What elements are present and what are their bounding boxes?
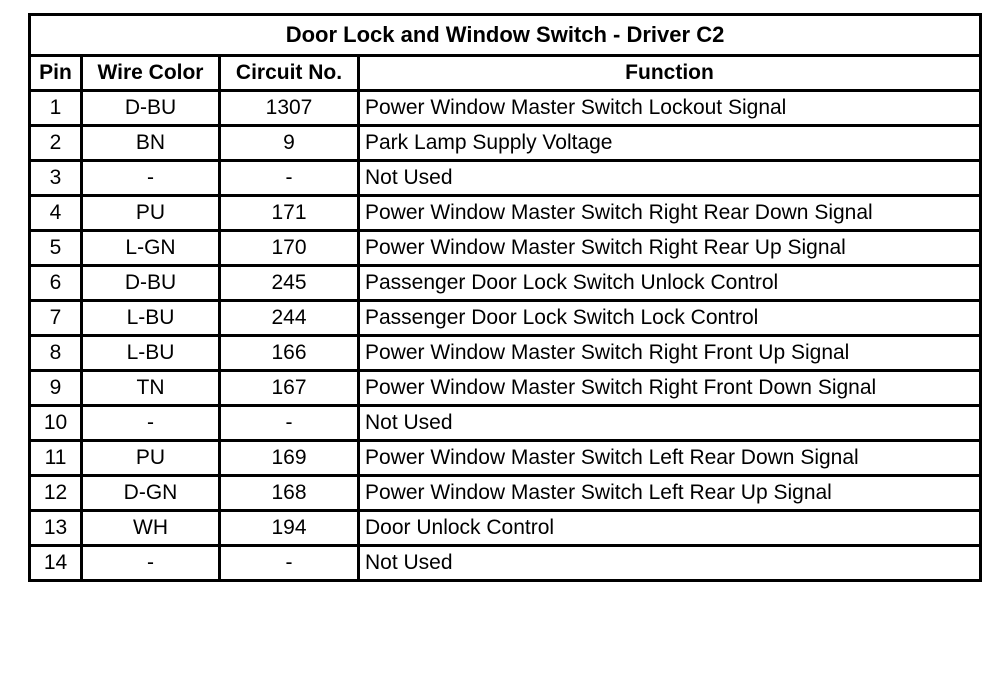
function-cell: Not Used <box>359 546 981 581</box>
pin-cell: 2 <box>30 126 82 161</box>
connector-pinout-table <box>28 13 982 582</box>
table-title: Door Lock and Window Switch - Driver C2 <box>30 15 981 56</box>
pin-cell: 8 <box>30 336 82 371</box>
pin-cell: 4 <box>30 196 82 231</box>
header-function: Function <box>359 56 981 91</box>
wire-color-cell: D-BU <box>82 91 220 126</box>
circuit-no-cell: 9 <box>220 126 359 161</box>
table-row <box>30 91 981 126</box>
table-row <box>30 441 981 476</box>
wire-color-cell: D-BU <box>82 266 220 301</box>
wire-color-cell: BN <box>82 126 220 161</box>
function-cell: Power Window Master Switch Right Front Down Signal <box>359 371 981 406</box>
connector-table-container <box>28 13 982 582</box>
header-circuit-no: Circuit No. <box>220 56 359 91</box>
pin-cell: 1 <box>30 91 82 126</box>
wire-color-cell: WH <box>82 511 220 546</box>
function-cell: Power Window Master Switch Left Rear Down Signal <box>359 441 981 476</box>
wire-color-cell: - <box>82 161 220 196</box>
circuit-no-cell: 1307 <box>220 91 359 126</box>
table-row <box>30 161 981 196</box>
pin-cell: 5 <box>30 231 82 266</box>
function-cell: Passenger Door Lock Switch Lock Control <box>359 301 981 336</box>
circuit-no-cell: 194 <box>220 511 359 546</box>
wire-color-cell: TN <box>82 371 220 406</box>
table-row <box>30 546 981 581</box>
circuit-no-cell: - <box>220 161 359 196</box>
function-cell: Park Lamp Supply Voltage <box>359 126 981 161</box>
function-cell: Power Window Master Switch Right Rear Up Signal <box>359 231 981 266</box>
function-cell: Power Window Master Switch Lockout Signal <box>359 91 981 126</box>
wire-color-cell: - <box>82 546 220 581</box>
wire-color-cell: - <box>82 406 220 441</box>
circuit-no-cell: 166 <box>220 336 359 371</box>
circuit-no-cell: 244 <box>220 301 359 336</box>
pin-cell: 10 <box>30 406 82 441</box>
pin-cell: 9 <box>30 371 82 406</box>
table-row <box>30 406 981 441</box>
function-cell: Door Unlock Control <box>359 511 981 546</box>
wire-color-cell: L-BU <box>82 301 220 336</box>
wire-color-cell: D-GN <box>82 476 220 511</box>
circuit-no-cell: 169 <box>220 441 359 476</box>
circuit-no-cell: - <box>220 406 359 441</box>
header-pin: Pin <box>30 56 82 91</box>
pin-cell: 13 <box>30 511 82 546</box>
wire-color-cell: L-BU <box>82 336 220 371</box>
pin-cell: 11 <box>30 441 82 476</box>
table-row <box>30 126 981 161</box>
pin-cell: 6 <box>30 266 82 301</box>
function-cell: Not Used <box>359 161 981 196</box>
table-row <box>30 336 981 371</box>
wire-color-cell: PU <box>82 196 220 231</box>
wire-color-cell: PU <box>82 441 220 476</box>
function-cell: Passenger Door Lock Switch Unlock Control <box>359 266 981 301</box>
table-row <box>30 301 981 336</box>
header-wire-color: Wire Color <box>82 56 220 91</box>
table-body <box>30 91 981 581</box>
function-cell: Not Used <box>359 406 981 441</box>
table-row <box>30 511 981 546</box>
pin-cell: 7 <box>30 301 82 336</box>
pin-cell: 14 <box>30 546 82 581</box>
table-row <box>30 231 981 266</box>
table-row <box>30 266 981 301</box>
table-row <box>30 196 981 231</box>
table-header-row <box>30 56 981 91</box>
circuit-no-cell: 171 <box>220 196 359 231</box>
circuit-no-cell: 245 <box>220 266 359 301</box>
circuit-no-cell: 170 <box>220 231 359 266</box>
circuit-no-cell: 167 <box>220 371 359 406</box>
wire-color-cell: L-GN <box>82 231 220 266</box>
table-title-row <box>30 15 981 56</box>
circuit-no-cell: - <box>220 546 359 581</box>
pin-cell: 3 <box>30 161 82 196</box>
table-row <box>30 476 981 511</box>
circuit-no-cell: 168 <box>220 476 359 511</box>
function-cell: Power Window Master Switch Right Front Up Signal <box>359 336 981 371</box>
pin-cell: 12 <box>30 476 82 511</box>
function-cell: Power Window Master Switch Left Rear Up Signal <box>359 476 981 511</box>
table-row <box>30 371 981 406</box>
function-cell: Power Window Master Switch Right Rear Down Signal <box>359 196 981 231</box>
